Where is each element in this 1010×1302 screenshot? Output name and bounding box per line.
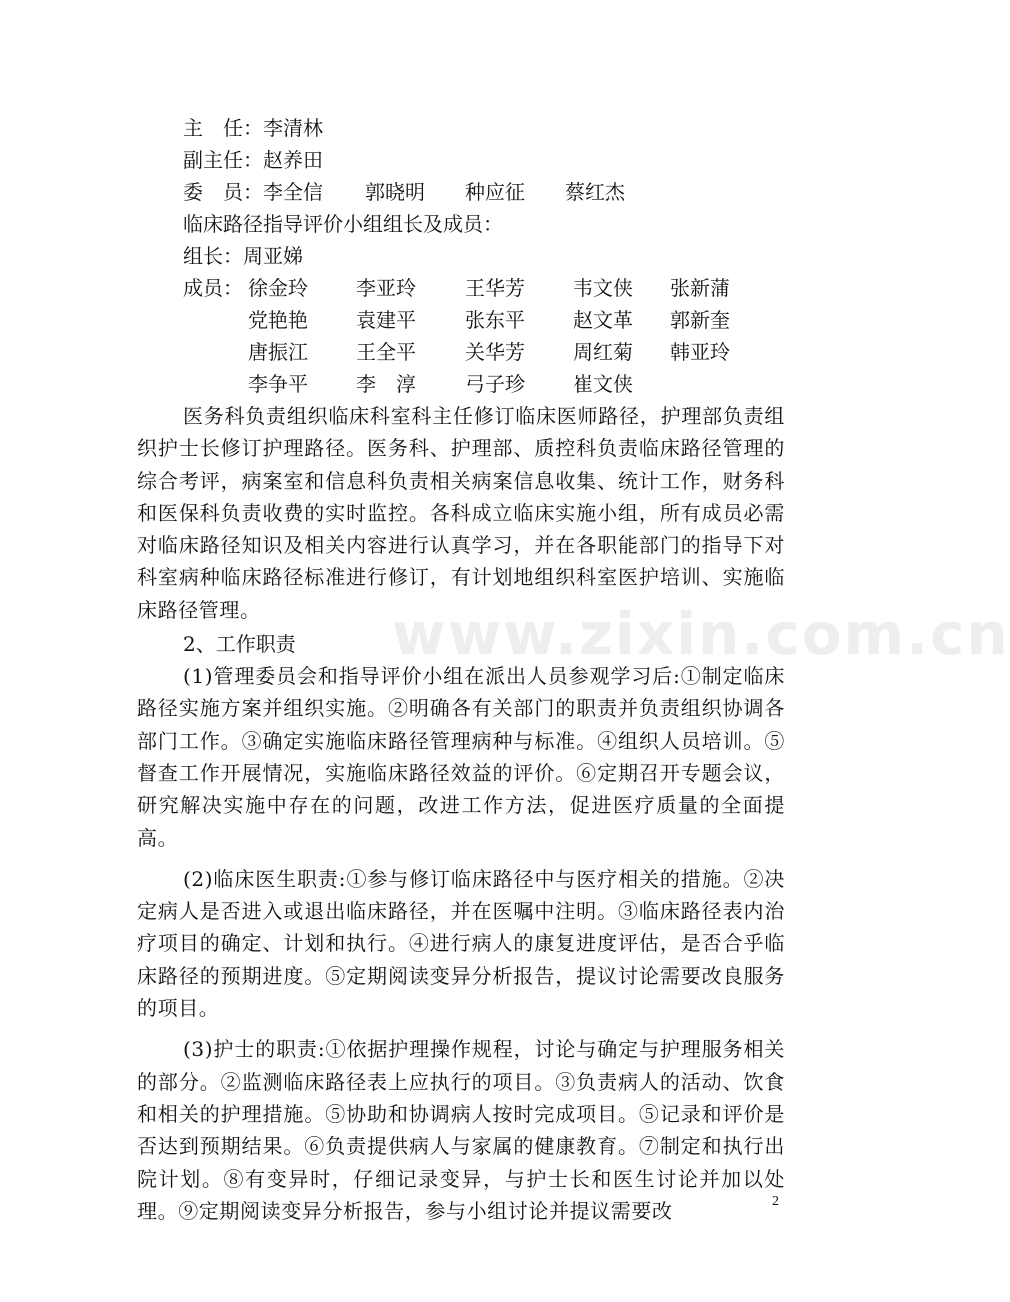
group-member: 王全平 bbox=[356, 340, 416, 364]
paragraph-nurse-duties: (3)护士的职责:①依据护理操作规程，讨论与确定与护理服务相关的部分。②监测临床路径表上应执行的项目。③负责病人的活动、饮食和相关的护理措施。⑤协助和协调病人按时完成项目。⑤记录和评价是否达到预期结果。⑥负责提供病人与家属的健康教育。⑦制定和执行出院计划。⑧有变异时，仔细记录变异，与护士长和医生讨论并加以处理。⑨定期阅读变异分析报告，参与小组讨论并提议需要改 bbox=[137, 1037, 785, 1223]
paragraph-committee-duties: (1)管理委员会和指导评价小组在派出人员参观学习后:①制定临床路径实施方案并组织实施。②明确各有关部门的职责并负责组织协调各部门工作。③确定实施临床路径管理病种与标准。④组织人员培训。⑤督查工作开展情况，实施临床路径效益的评价。⑥定期召开专题会议，研究解决实施中存在的问题，改进工作方法，促进医疗质量的全面提高。 bbox=[137, 664, 785, 850]
page-number: 2 bbox=[772, 1194, 779, 1209]
group-member: 赵文革 bbox=[573, 308, 633, 332]
committee-members-label: 委 员： bbox=[183, 180, 263, 204]
group-member: 李亚玲 bbox=[356, 276, 416, 300]
group-member: 王华芳 bbox=[465, 276, 525, 300]
group-member: 郭新奎 bbox=[670, 308, 730, 332]
page-content bbox=[137, 112, 785, 1227]
group-members-row bbox=[137, 304, 785, 336]
group-member: 唐振江 bbox=[248, 340, 308, 364]
watermark-text: www.zixin.com.cn bbox=[392, 600, 1010, 668]
group-member: 张新蒲 bbox=[670, 276, 730, 300]
committee-member: 郭晓明 bbox=[365, 180, 425, 204]
group-member: 李争平 bbox=[248, 372, 308, 396]
group-member: 党艳艳 bbox=[248, 308, 308, 332]
committee-members-row bbox=[137, 176, 785, 208]
group-members-row bbox=[137, 272, 785, 304]
group-member: 周红菊 bbox=[573, 340, 633, 364]
group-member: 袁建平 bbox=[356, 308, 416, 332]
group-member: 韩亚玲 bbox=[670, 340, 730, 364]
group-leader: 组长：周亚娣 bbox=[183, 244, 303, 268]
committee-member: 蔡红杰 bbox=[565, 180, 625, 204]
group-member: 徐金玲 bbox=[248, 276, 308, 300]
group-members-row bbox=[137, 336, 785, 368]
committee-director: 主 任：李清林 bbox=[183, 116, 323, 140]
committee-member: 李全信 bbox=[263, 180, 323, 204]
section-heading: 2、工作职责 bbox=[183, 632, 296, 657]
group-member: 弓子珍 bbox=[465, 372, 525, 396]
group-members-row bbox=[137, 368, 785, 400]
group-member: 崔文侠 bbox=[573, 372, 633, 396]
group-member: 李 淳 bbox=[356, 372, 416, 396]
paragraph-doctor-duties: (2)临床医生职责:①参与修订临床路径中与医疗相关的措施。②决定病人是否进入或退出临床路径，并在医嘱中注明。③临床路径表内治疗项目的确定、计划和执行。④进行病人的康复进度评估，是否合乎临床路径的预期进度。⑤定期阅读变异分析报告，提议讨论需要改良服务的项目。 bbox=[137, 866, 785, 1021]
group-member: 韦文侠 bbox=[573, 276, 633, 300]
committee-deputy: 副主任：赵养田 bbox=[183, 148, 323, 172]
group-heading: 临床路径指导评价小组组长及成员： bbox=[183, 212, 503, 236]
group-members-label: 成员： bbox=[183, 276, 243, 300]
committee-member: 种应征 bbox=[465, 180, 525, 204]
group-member: 关华芳 bbox=[465, 340, 525, 364]
paragraph-intro: 医务科负责组织临床科室科主任修订临床医师路径，护理部负责组织护士长修订护理路径。医务科、护理部、质控科负责临床路径管理的综合考评，病案室和信息科负责相关病案信息收集、统计工作，财务科和医保科负责收费的实时监控。各科成立临床实施小组，所有成员必需对临床路径知识及相关内容进行认真学习，并在各职能部门的指导下对科室病种临床路径标准进行修订，有计划地组织科室医护培训、实施临床路径管理。 bbox=[137, 404, 785, 622]
group-member: 张东平 bbox=[465, 308, 525, 332]
